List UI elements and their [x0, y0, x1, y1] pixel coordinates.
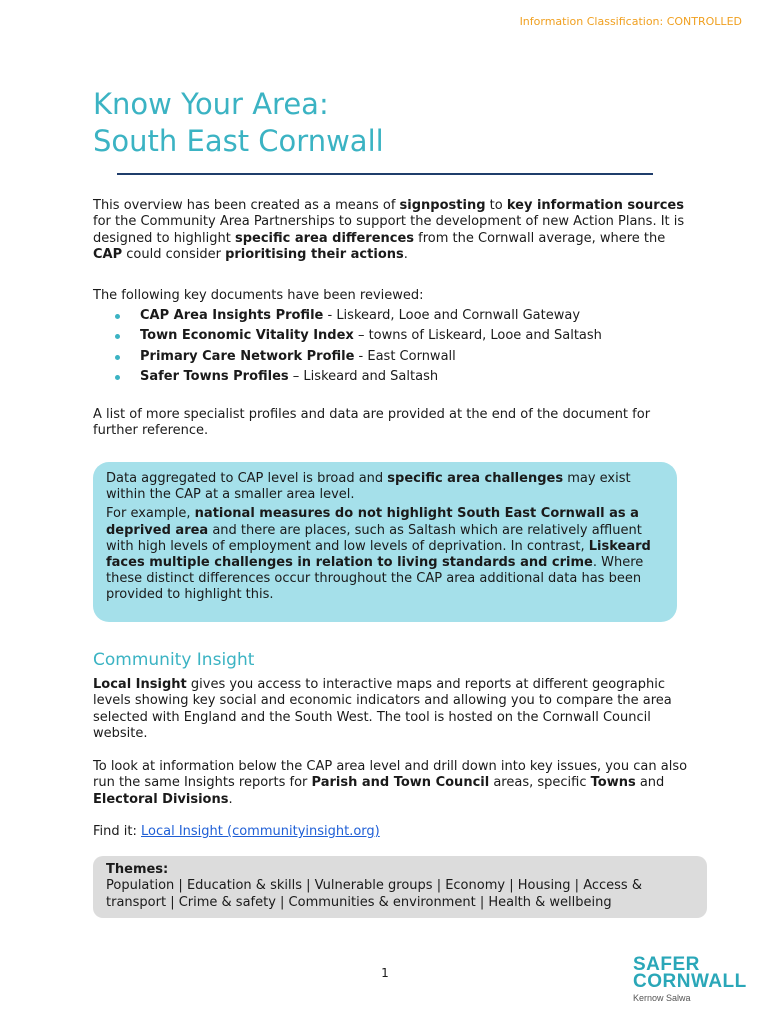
text: and	[635, 775, 665, 791]
text: This overview has been created as a means of	[93, 198, 400, 213]
text: could consider	[122, 247, 226, 263]
bold-text: Themes:	[106, 862, 169, 877]
bold-text: Towns	[590, 775, 636, 791]
title-divider	[117, 173, 653, 175]
text: Data aggregated to CAP level is broad and	[106, 471, 388, 486]
themes-box	[93, 856, 707, 918]
document-name: Primary Care Network Profile	[140, 348, 355, 364]
text: for the Community Area Partnerships to support the development of new Action Plans. It is designed to highlight	[93, 214, 685, 246]
document-detail: - East Cornwall	[354, 348, 456, 364]
text: from the Cornwall average, where the	[414, 230, 666, 246]
logo-subtitle: Kernow Salwa	[633, 993, 691, 1003]
page-title-line-2: South East Cornwall	[93, 124, 384, 158]
document-name: Town Economic Vitality Index	[140, 328, 354, 344]
local-insight-link[interactable]: Local Insight (communityinsight.org)	[141, 824, 380, 839]
bold-text: key information sources	[506, 198, 684, 213]
bold-text: national measures do not highlight South East Cornwall as a deprived area	[106, 506, 639, 538]
local-insight-paragraph	[93, 677, 693, 743]
reviewed-intro: The following key documents have been reviewed:	[93, 288, 424, 303]
intro-paragraph	[93, 198, 693, 264]
text: For example,	[106, 506, 195, 522]
callout-paragraph	[106, 471, 665, 503]
bold-text: prioritising their actions	[225, 247, 404, 263]
logo-line-2: CORNWALL	[633, 971, 747, 992]
bold-text: Local Insight	[93, 677, 187, 692]
themes-list: Population | Education & skills | Vulnerable groups | Economy | Housing | Access & transport | Crime & safety | Communities & environment | Health & wellbeing	[106, 878, 642, 910]
document-detail: - Liskeard, Looe and Cornwall Gateway	[323, 308, 581, 323]
find-it-label: Find it:	[93, 824, 141, 839]
drill-down-paragraph	[93, 759, 693, 808]
text: and there are places, such as Saltash which are relatively affluent with high levels of employment and low levels of deprivation. In contrast,	[106, 522, 642, 554]
list-item	[93, 367, 693, 387]
text: .	[403, 247, 408, 263]
callout-paragraph	[106, 506, 665, 603]
text: . Where these distinct differences occur throughout the CAP area additional data has been provided to highlight this.	[106, 555, 644, 603]
text: to	[485, 198, 507, 213]
text: .	[228, 791, 233, 807]
bold-text: Parish and Town Council	[311, 775, 490, 791]
page-number: 1	[381, 966, 389, 980]
bold-text: CAP	[93, 247, 123, 263]
bold-text: Liskeard faces multiple challenges in relation to living standards and crime	[106, 538, 651, 571]
find-it-line	[93, 824, 693, 840]
page-title-line-1: Know Your Area:	[93, 87, 329, 121]
section-heading-community-insight: Community Insight	[93, 650, 255, 670]
safer-cornwall-logo	[633, 954, 747, 1003]
list-item	[93, 347, 693, 367]
bold-text: signposting	[399, 198, 486, 213]
themes-label	[106, 862, 695, 878]
list-item	[93, 306, 693, 326]
reviewed-documents-list	[93, 306, 693, 388]
document-name: Safer Towns Profiles	[140, 369, 289, 385]
classification-label: Information Classification: CONTROLLED	[519, 15, 742, 28]
document-name: CAP Area Insights Profile	[140, 308, 324, 323]
callout-box	[93, 462, 677, 622]
bold-text: specific area differences	[234, 230, 415, 246]
bold-text: Electoral Divisions	[93, 791, 229, 807]
document-detail: – Liskeard and Saltash	[288, 369, 439, 385]
list-item	[93, 326, 693, 346]
text: may exist within the CAP at a smaller area level.	[106, 471, 631, 503]
bold-text: specific area challenges	[387, 471, 564, 486]
document-detail: – towns of Liskeard, Looe and Saltash	[353, 328, 602, 344]
logo-line-1: SAFER	[633, 954, 700, 975]
specialist-paragraph: A list of more specialist profiles and data are provided at the end of the document for further reference.	[93, 407, 651, 439]
text: gives you access to interactive maps and reports at different geographic levels showing key social and economic indicators and allowing you to compare the area selected with England and the South West. The tool is hosted on the Cornwall Council website.	[93, 677, 672, 742]
text: areas, specific	[489, 775, 591, 791]
page-title	[93, 86, 693, 160]
text: To look at information below the CAP area level and drill down into key issues, you can also run the same Insights reports for	[93, 759, 688, 791]
